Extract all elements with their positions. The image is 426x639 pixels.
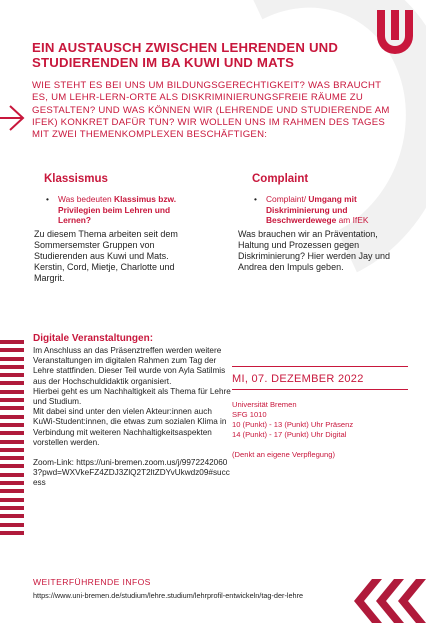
digital-body-3: Mit dabei sind unter den vielen Akteur:innen auch KuWi-Student:innen, die etwas zum sozialen Klima in Verbindung mit weiteren Nachhaltigkeitsaspekten vorstellen werden. <box>33 407 227 447</box>
divider <box>232 366 408 367</box>
event-time-2: 14 (Punkt) - 17 (Punkt) Uhr Digital <box>232 430 347 439</box>
klassismus-title: Klassismus <box>44 173 108 185</box>
complaint-title: Complaint <box>252 173 309 185</box>
intro-text: WIE STEHT ES BEI UNS UM BILDUNGSGERECHTIGKEIT? WAS BRAUCHT ES, UM LEHR-LERN-ORTE ALS DISKRIMINIERUNGSFREIE RÄUME ZU GESTALTEN? UND WAS KÖNNEN WIR (LEHRENDE UND STUDIERENDE AM IFEK) KONKRET DAFÜR TUN? WIR WOLLEN UNS IM RAHMEN DES TAGES MIT ZWEI THEMENKOMPLEXEN BESCHÄFTIGEN: <box>32 80 390 141</box>
complaint-bullet: • Complaint/ Umgang mit Diskriminierung und Beschwerdewege am IfEK <box>250 194 398 226</box>
event-place-2: SFG 1010 <box>232 410 267 419</box>
digital-body-1: Im Anschluss an das Präsenztreffen werden weitere Veranstaltungen im digitalen Rahmen zum Tag der Lehre stattfinden. Dieser Teil wurde von Ayla Satilmis aus der Hochschuldidaktik organisiert. <box>33 346 226 386</box>
digital-section <box>33 333 233 489</box>
divider <box>232 389 408 390</box>
event-food-note: (Denkt an eigene Verpflegung) <box>232 450 336 459</box>
u-bremen-logo-icon <box>374 10 416 60</box>
decorative-stripes <box>0 340 24 539</box>
klassismus-body: Zu diesem Thema arbeiten seit dem Sommersemster Gruppen von Studierenden aus Kuwi und Mats. Kerstin, Cord, Mietje, Charlotte und Margrit. <box>34 228 178 283</box>
complaint-body: Was brauchen wir an Präventation, Haltung und Prozessen gegen Diskriminierung? Hier werden Jay und Andrea den Impuls geben. <box>238 228 391 272</box>
event-time-1: 10 (Punkt) - 13 (Punkt) Uhr Präsenz <box>232 420 354 429</box>
complaint-section <box>238 173 398 273</box>
klassismus-section <box>30 173 180 284</box>
digital-body-2: Hierbei geht es um Nachhaltigkeit als Thema für Lehre und Studium. <box>33 386 231 407</box>
more-info-title: WEITERFÜHRENDE INFOS <box>33 577 151 587</box>
zoom-link[interactable]: Zoom-Link: https://uni-bremen.zoom.us/j/99722420603?pwd=WXVkeFZ4ZDJ3ZlQ2T2ltZDYvUkwdz09#success <box>33 458 230 488</box>
event-place-1: Universität Bremen <box>232 400 297 409</box>
more-info <box>33 577 353 602</box>
chevron-left-icon <box>350 575 426 627</box>
digital-title: Digitale Veranstaltungen: <box>33 333 154 344</box>
klassismus-bullet: • Was bedeuten Klassimus bzw. Privilegien beim Lehren und Lernen? <box>42 194 180 226</box>
event-info <box>232 366 402 460</box>
page-title: EIN AUSTAUSCH ZWISCHEN LEHRENDEN UND STUDIERENDEN IM BA KUWI UND MATS <box>32 40 339 70</box>
arrow-right-icon <box>0 103 26 133</box>
event-date: MI, 07. DEZEMBER 2022 <box>232 373 364 385</box>
more-info-link[interactable]: https://www.uni-bremen.de/studium/lehre.studium/lehrprofil-entwickeln/tag-der-lehre <box>33 591 304 600</box>
